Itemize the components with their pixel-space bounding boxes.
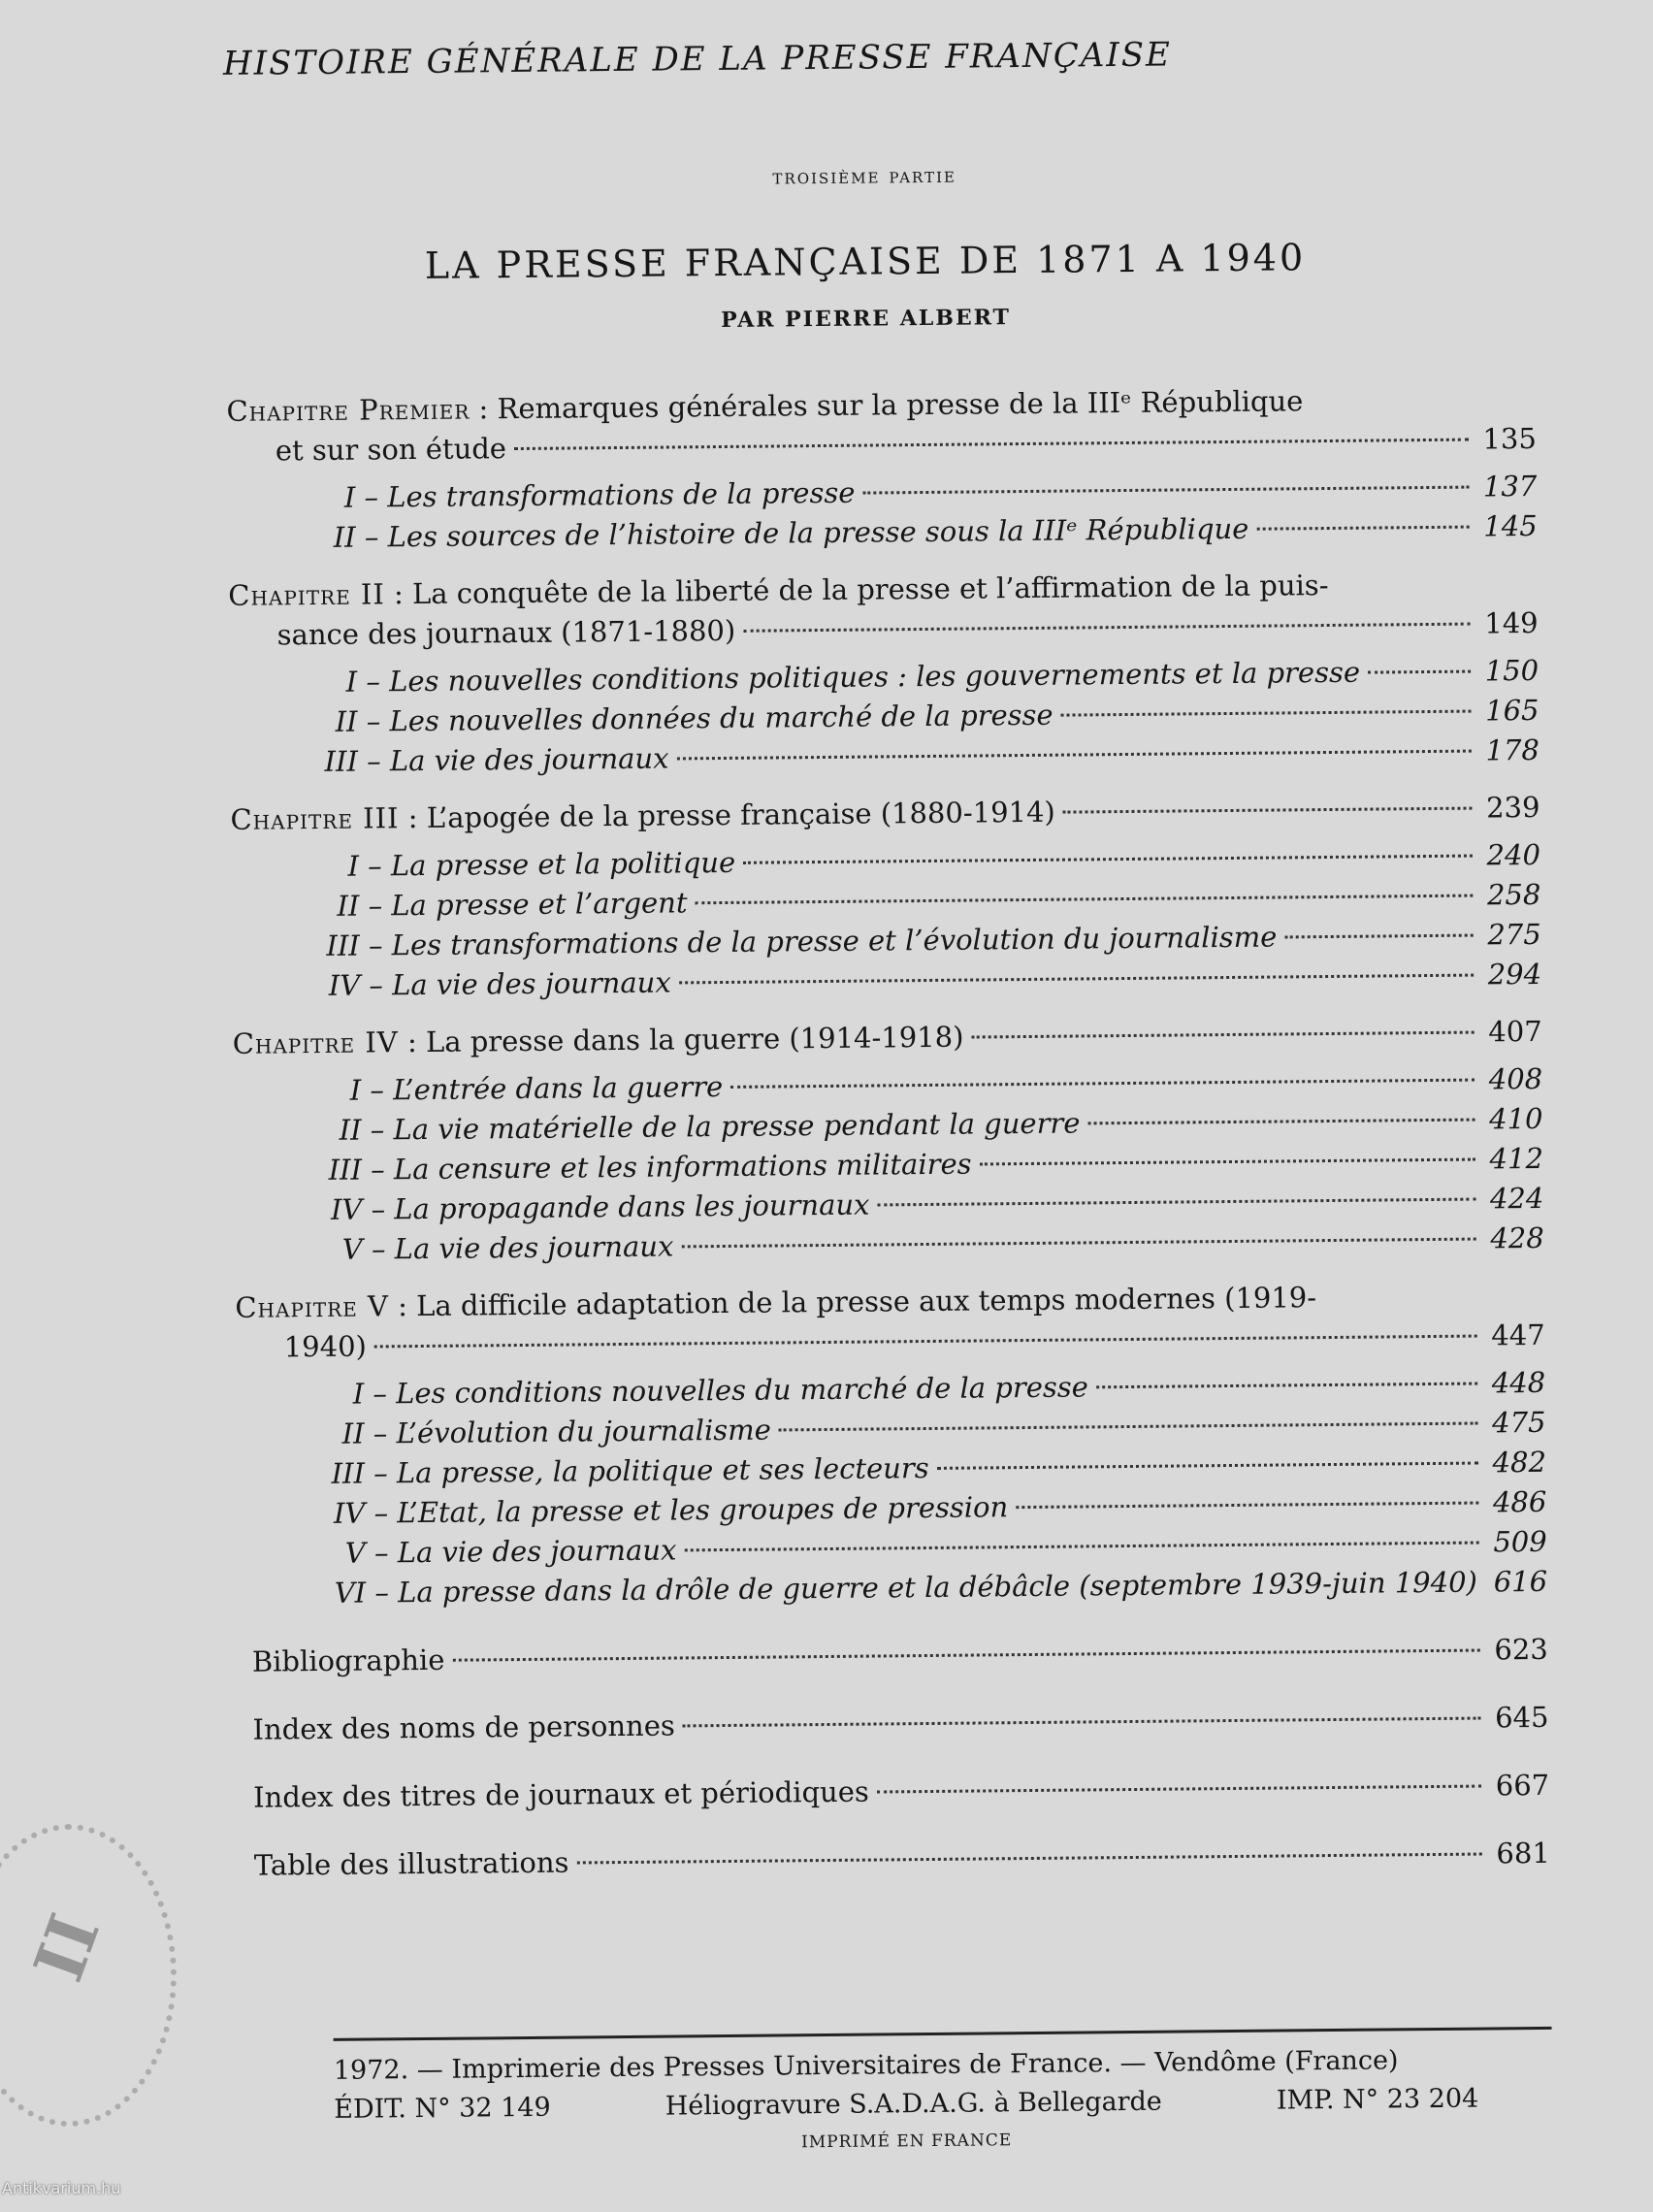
dash: – — [358, 744, 390, 777]
section-numeral: IV — [276, 1494, 365, 1535]
page-number: 623 — [1488, 1630, 1548, 1671]
section-numeral: I — [268, 663, 357, 703]
dot-leader — [730, 1079, 1475, 1089]
section-title: La vie des journaux — [395, 1230, 674, 1266]
section-numeral: II — [268, 702, 357, 743]
dot-leader — [877, 1785, 1481, 1794]
page-number: 486 — [1486, 1482, 1546, 1523]
entry-text — [276, 1530, 677, 1574]
section-numeral: III — [273, 1151, 362, 1191]
edition-line — [334, 2084, 1478, 2125]
chapter-title-line[interactable] — [233, 1012, 1542, 1064]
dot-leader — [514, 439, 1469, 450]
section-title: La vie des journaux — [392, 966, 671, 1002]
dash: – — [357, 665, 389, 698]
chapter-title: : L’apogée de la presse française (1880-1914) — [399, 796, 1055, 834]
section-numeral: II — [267, 518, 356, 559]
page-number: 616 — [1493, 1562, 1548, 1603]
chapter-entry — [230, 788, 1541, 1007]
section-title: Les nouvelles conditions politiques : les gouvernements et la presse — [389, 656, 1360, 699]
entry-text — [270, 883, 688, 927]
page-number: 145 — [1476, 506, 1537, 547]
dot-leader — [452, 1649, 1479, 1662]
dot-leader — [684, 1542, 1478, 1552]
part-label: troisième partie — [0, 156, 1653, 197]
dot-leader — [1284, 934, 1473, 939]
section-list — [229, 651, 1540, 783]
page-number: 482 — [1486, 1443, 1546, 1483]
page-number: 428 — [1484, 1219, 1544, 1259]
entry-text — [275, 1367, 1088, 1415]
page-number: 150 — [1478, 651, 1539, 692]
section-numeral: V — [276, 1534, 366, 1575]
section-numeral: V — [274, 1230, 363, 1271]
section-title: La vie des journaux — [398, 1533, 677, 1569]
printer-line: 1972. — Imprimerie des Presses Universitaires de France. — Vendôme (France) — [334, 2045, 1478, 2086]
entry-text — [268, 696, 1053, 743]
entry-text — [276, 1487, 1008, 1534]
section-numeral: I — [266, 478, 355, 519]
section-title: Les nouvelles données du marché de la presse — [389, 699, 1053, 738]
page-number: 681 — [1490, 1834, 1550, 1874]
section-title: La presse et l’argent — [391, 886, 688, 922]
dash: – — [359, 849, 391, 882]
section-numeral: VI — [276, 1574, 366, 1614]
page-number: 239 — [1479, 788, 1540, 829]
page-number: 240 — [1480, 835, 1540, 876]
section-numeral: I — [270, 847, 359, 888]
dot-leader — [576, 1853, 1481, 1865]
dot-leader — [937, 1462, 1478, 1470]
section-title: La presse dans la drôle de guerre et la débâcle (septembre 1939-juin 1940) — [398, 1566, 1477, 1610]
dot-leader — [862, 486, 1469, 495]
chapter-entry — [228, 564, 1540, 783]
dash: – — [363, 1232, 395, 1265]
section-numeral: IV — [271, 966, 360, 1007]
section-list — [231, 835, 1542, 1007]
dash: – — [361, 1113, 393, 1146]
page-number: 294 — [1481, 955, 1541, 995]
page-number: 258 — [1480, 875, 1540, 916]
page-number: 424 — [1483, 1179, 1543, 1220]
entry-text — [276, 429, 507, 471]
section-numeral: I — [272, 1071, 361, 1112]
entry-text — [272, 1067, 723, 1111]
entry-text — [253, 1773, 869, 1818]
entry-text — [233, 1018, 964, 1064]
dash: – — [365, 1496, 397, 1529]
back-matter-entry[interactable] — [239, 1630, 1548, 1682]
section-title: Les sources de l’histoire de la presse sous la IIIᵉ République — [388, 512, 1249, 554]
dot-leader — [743, 623, 1470, 633]
edition-number: ÉDIT. N° 32 149 — [334, 2093, 551, 2125]
entry-text — [252, 1641, 445, 1682]
dot-leader — [374, 1335, 1477, 1349]
dash: – — [361, 1073, 393, 1106]
section-numeral: II — [272, 1111, 361, 1152]
dash: – — [364, 1377, 396, 1410]
chapter-entry — [235, 1276, 1547, 1614]
page-number: 165 — [1478, 691, 1539, 732]
dot-leader — [743, 855, 1473, 864]
section-title: L’entrée dans la guerre — [393, 1070, 723, 1106]
entry-text — [273, 1145, 972, 1191]
entry-text — [266, 473, 855, 519]
chapter-title: : La presse dans la guerre (1914-1918) — [399, 1021, 964, 1059]
dot-leader — [1061, 710, 1472, 717]
section-title: La presse, la politique et ses lecteurs — [397, 1451, 929, 1489]
entry-text — [275, 1411, 771, 1455]
section-numeral: IV — [273, 1190, 362, 1231]
back-matter-title: Table des illustrations — [254, 1846, 569, 1882]
back-matter-entry[interactable] — [241, 1834, 1550, 1886]
page-number: 275 — [1481, 915, 1541, 956]
chapter-label: Chapitre III — [230, 801, 399, 836]
dot-leader — [683, 1717, 1481, 1728]
back-matter-entry[interactable] — [239, 1698, 1548, 1750]
dot-leader — [1063, 807, 1473, 814]
series-title: HISTOIRE GÉNÉRALE DE LA PRESSE FRANÇAISE — [223, 36, 1172, 83]
footer-rule — [334, 2027, 1552, 2041]
author: PAR PIERRE ALBERT — [0, 298, 1653, 340]
dot-leader — [980, 1158, 1475, 1166]
entry-text — [276, 1448, 929, 1494]
section-list — [233, 1059, 1544, 1271]
section-numeral: II — [275, 1415, 364, 1455]
chapter-title-cont: et sur son étude — [276, 432, 506, 467]
chapter-title: : La difficile adaptation de la presse aux temps modernes (1919- — [389, 1281, 1316, 1322]
page-number: 135 — [1476, 419, 1537, 460]
chapter-label: Chapitre II — [228, 577, 385, 612]
dot-leader — [1096, 1382, 1477, 1389]
chapter-label: Chapitre V — [235, 1289, 389, 1324]
dot-leader — [681, 1238, 1475, 1249]
dash: – — [359, 889, 391, 922]
dash: – — [366, 1536, 398, 1569]
entry-text — [284, 1327, 368, 1368]
entry-text — [230, 793, 1055, 840]
section-numeral: III — [271, 927, 360, 967]
back-matter-entry[interactable] — [240, 1766, 1549, 1818]
section-title: Les transformations de la presse — [387, 476, 855, 514]
section-numeral: III — [269, 742, 358, 783]
section-title: Les transformations de la presse et l’évolution du journalisme — [392, 921, 1278, 962]
section-numeral: I — [275, 1375, 364, 1415]
dash: – — [366, 1576, 398, 1609]
back-matter-title: Index des noms de personnes — [252, 1709, 675, 1746]
dash: – — [357, 704, 389, 737]
page-number: 667 — [1489, 1766, 1549, 1806]
section-list — [227, 467, 1538, 559]
dash: – — [362, 1192, 394, 1225]
dot-leader — [877, 1198, 1475, 1207]
entry-text — [271, 963, 671, 1007]
chapter-entry — [226, 379, 1538, 559]
page-number: 447 — [1484, 1316, 1544, 1356]
section-numeral: III — [276, 1454, 365, 1495]
page-number: 475 — [1485, 1403, 1545, 1444]
page-number: 137 — [1476, 467, 1537, 507]
table-of-contents — [226, 362, 1550, 1886]
chapter-title: : Remarques générales sur la presse de la IIIᵉ République — [470, 384, 1303, 425]
entry-text — [273, 1186, 869, 1231]
section-list — [236, 1363, 1547, 1614]
dash: – — [362, 1153, 394, 1186]
dot-leader — [676, 750, 1471, 761]
dot-leader — [779, 1422, 1478, 1432]
back-matter-title: Bibliographie — [252, 1643, 445, 1678]
entry-text — [252, 1707, 675, 1750]
chapter-title-line[interactable] — [230, 788, 1540, 840]
page-number: 412 — [1483, 1139, 1543, 1180]
dash: – — [355, 480, 387, 513]
dot-leader — [1087, 1119, 1475, 1125]
dash: – — [360, 928, 392, 961]
page-number: 408 — [1482, 1059, 1542, 1100]
chapter-title: : La conquête de la liberté de la presse et l’affirmation de la puis- — [385, 569, 1329, 610]
page-number: 178 — [1479, 731, 1540, 771]
library-stamp: II — [0, 1824, 177, 2127]
entry-text — [270, 843, 736, 888]
page-title: LA PRESSE FRANÇAISE DE 1871 A 1940 — [0, 232, 1653, 291]
page-number: 448 — [1485, 1363, 1545, 1404]
heliogravure: Héliogravure S.A.D.A.G. à Bellegarde — [665, 2087, 1162, 2122]
page-number: 645 — [1488, 1698, 1548, 1739]
page-number: 410 — [1482, 1099, 1542, 1140]
dot-leader — [679, 974, 1474, 985]
dot-leader — [1016, 1502, 1478, 1510]
back-matter-title: Index des titres de journaux et périodiques — [253, 1775, 869, 1814]
imp-number: IMP. N° 23 204 — [1277, 2084, 1479, 2116]
dot-leader — [1256, 526, 1469, 531]
dot-leader — [696, 895, 1474, 905]
chapter-label: Chapitre Premier — [226, 392, 470, 427]
section-title: Les conditions nouvelles du marché de la presse — [396, 1370, 1088, 1410]
section-title: La vie matérielle de la presse pendant la guerre — [393, 1106, 1080, 1146]
section-title: La presse et la politique — [391, 846, 736, 882]
printed-in: IMPRIMÉ EN FRANCE — [335, 2127, 1479, 2157]
section-title: La propagande dans les journaux — [394, 1188, 869, 1226]
dash: – — [365, 1456, 397, 1489]
dot-leader — [971, 1031, 1474, 1039]
chapter-label: Chapitre IV — [233, 1025, 399, 1060]
entry-text — [274, 1227, 674, 1271]
chapter-entry — [233, 1012, 1544, 1271]
dash: – — [364, 1416, 396, 1449]
dash: – — [360, 968, 392, 1001]
section-title: L’Etat, la presse et les groupes de pression — [397, 1490, 1008, 1529]
section-title: La censure et les informations militaires — [394, 1148, 972, 1187]
dash: – — [356, 520, 388, 553]
chapter-title-cont: sance des journaux (1871-1880) — [277, 614, 736, 652]
entry-text — [254, 1843, 569, 1886]
chapter-title-cont: 1940) — [284, 1330, 367, 1364]
entry-text — [267, 509, 1249, 559]
watermark: Antikvarium.hu — [2, 2179, 120, 2197]
page-number: 407 — [1481, 1012, 1541, 1053]
section-numeral: II — [270, 887, 359, 927]
entry-text — [269, 739, 669, 783]
section-title: L’évolution du journalisme — [396, 1414, 771, 1450]
dot-leader — [1368, 670, 1471, 674]
page-number: 509 — [1487, 1522, 1547, 1563]
entry-text — [277, 611, 736, 656]
page-number: 149 — [1477, 603, 1538, 644]
section-title: La vie des journaux — [390, 742, 669, 778]
